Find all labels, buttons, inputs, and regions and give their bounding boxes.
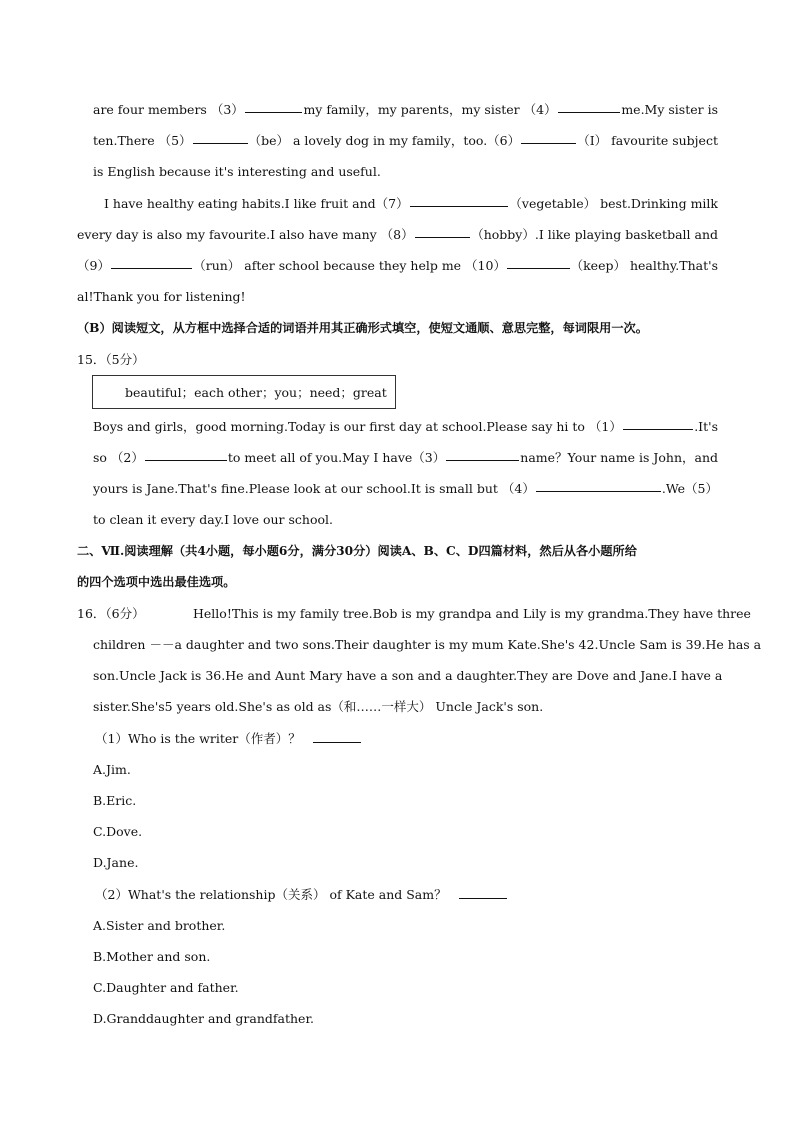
- answer-blank-b3[interactable]: [446, 448, 519, 461]
- passage-line-5: [77, 225, 718, 245]
- q16-passage-line-4: sister.She's5 years old.She's as old as（和……一样大） Uncle Jack's son.: [93, 699, 544, 714]
- text: （hobby）.I like playing basketball and: [471, 227, 718, 242]
- question-16-label: 16．（6分）: [77, 606, 145, 621]
- section-2-heading-line-1: 二、Ⅶ.阅读理解（共4小题，每小题6分，满分30分）阅读A、B、C、D四篇材料，然后从各小题所给: [77, 544, 637, 558]
- question-15-label: 15．（5分）: [77, 352, 145, 367]
- answer-blank-b4[interactable]: [536, 479, 661, 492]
- option-1d[interactable]: D.Jane.: [93, 855, 139, 870]
- section-b-line-2: [93, 448, 718, 468]
- answer-blank-10[interactable]: [507, 256, 570, 269]
- text: （keep） healthy.That's: [570, 258, 718, 273]
- option-1b[interactable]: B.Eric.: [93, 793, 137, 808]
- option-2c[interactable]: C.Daughter and father.: [93, 980, 239, 995]
- text: （I） favourite subject: [577, 133, 718, 148]
- passage-line-1: [93, 100, 718, 120]
- option-2a[interactable]: A.Sister and brother.: [93, 918, 226, 933]
- text: （vegetable） best.Drinking milk: [509, 196, 718, 211]
- answer-blank-3[interactable]: [245, 100, 303, 113]
- answer-blank-7[interactable]: [410, 194, 509, 207]
- text: Boys and girls，good morning.Today is our first day at school.Please say hi to （1）: [93, 419, 622, 434]
- passage-line-2: [93, 131, 718, 151]
- option-1c[interactable]: C.Dove.: [93, 824, 143, 839]
- q16-passage-line-3: son.Uncle Jack is 36.He and Aunt Mary have a son and a daughter.They are Dove and Jane.I have a: [93, 668, 723, 683]
- sub-question-1-text: （1）Who is the writer（作者）？: [95, 731, 301, 746]
- text: are four members （3）: [93, 102, 244, 117]
- option-2b[interactable]: B.Mother and son.: [93, 949, 211, 964]
- text: every day is also my favourite.I also have many （8）: [77, 227, 414, 242]
- text: me.My sister is: [621, 102, 718, 117]
- option-1a[interactable]: A.Jim.: [93, 762, 131, 777]
- text: （9）: [77, 258, 110, 273]
- answer-blank-4[interactable]: [558, 100, 621, 113]
- option-2d[interactable]: D.Granddaughter and grandfather.: [93, 1011, 315, 1026]
- answer-blank-5[interactable]: [193, 131, 248, 144]
- text: （be） a lovely dog in my family，too.（6）: [248, 133, 521, 148]
- q16-passage-line-2: children －－a daughter and two sons.Their daughter is my mum Kate.She's 42.Uncle Sam is 39.He has a: [93, 637, 762, 652]
- passage-line-4: [104, 194, 718, 214]
- text: to meet all of you.May I have（3）: [227, 450, 446, 465]
- text: yours is Jane.That's fine.Please look at our school.It is small but （4）: [93, 481, 535, 496]
- word-box: [92, 375, 396, 409]
- section-2-heading-line-2: 的四个选项中选出最佳选项。: [77, 575, 236, 589]
- passage-line-7: al!Thank you for listening!: [77, 289, 246, 304]
- text: so （2）: [93, 450, 144, 465]
- sub-question-2: [95, 885, 508, 905]
- section-b-line-4: to clean it every day.I love our school.: [93, 512, 333, 527]
- word-box-text: beautiful；each other；you；need；great: [125, 385, 387, 400]
- sub-question-1: [95, 729, 362, 749]
- text: name？Your name is John，and: [520, 450, 718, 465]
- text: my family，my parents，my sister （4）: [303, 102, 557, 117]
- passage-line-3: is English because it's interesting and useful.: [93, 164, 381, 179]
- section-b-instruction: （B）阅读短文，从方框中选择合适的词语并用其正确形式填空，使短文通顺、意思完整，每词限用一次。: [77, 321, 648, 335]
- q16-passage-line-1: Hello!This is my family tree.Bob is my grandpa and Lily is my grandma.They have three: [193, 606, 751, 621]
- answer-blank-9[interactable]: [111, 256, 192, 269]
- sub-question-2-text: （2）What's the relationship（关系） of Kate and Sam？: [95, 887, 447, 902]
- section-b-line-3: [93, 479, 718, 499]
- text: .We（5）: [661, 481, 718, 496]
- answer-blank-sub2[interactable]: [459, 886, 507, 899]
- answer-blank-b1[interactable]: [623, 417, 693, 430]
- answer-blank-6[interactable]: [521, 131, 576, 144]
- text: I have healthy eating habits.I like fruit and（7）: [104, 196, 409, 211]
- passage-line-6: [77, 256, 718, 276]
- text: （run） after school because they help me （10）: [193, 258, 506, 273]
- answer-blank-8[interactable]: [415, 225, 471, 238]
- answer-blank-b2[interactable]: [145, 448, 227, 461]
- text: .It's: [694, 419, 718, 434]
- text: ten.There （5）: [93, 133, 192, 148]
- section-b-line-1: [93, 417, 718, 437]
- answer-blank-sub1[interactable]: [313, 730, 361, 743]
